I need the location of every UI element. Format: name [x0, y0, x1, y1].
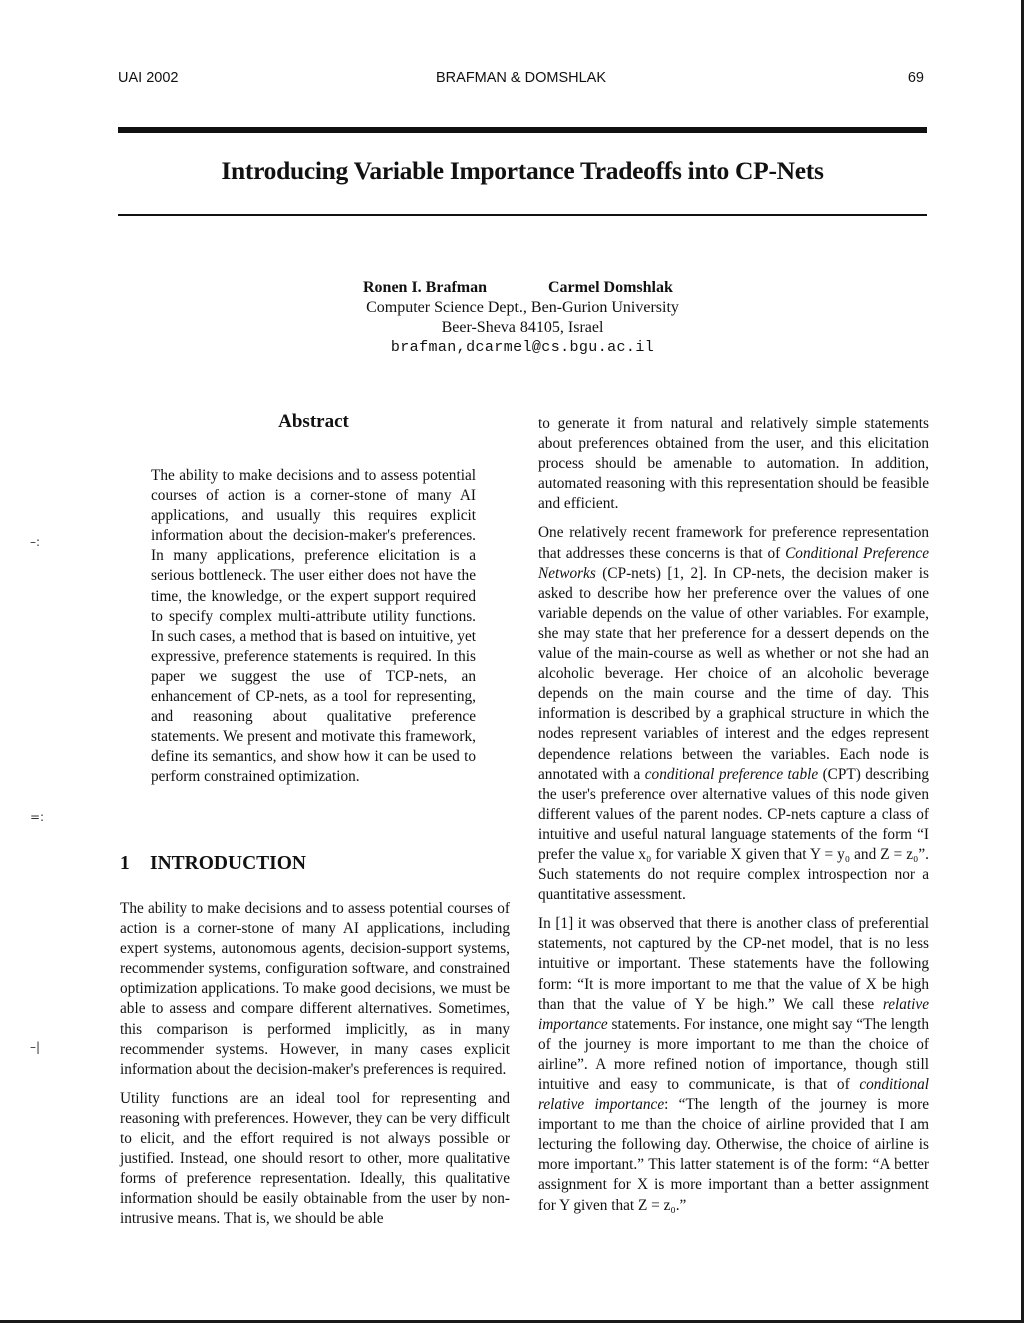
- author-names: [300, 278, 745, 298]
- right-paragraph-1: to generate it from natural and relatively simple statements about preferences obtained from the user, and this elicitation process should be amenable to automation. In addition, automated reasoning with this representation should be feasible and efficient.: [538, 415, 929, 513]
- margin-mark: =:: [30, 810, 45, 824]
- term-relative-importance: relative importance: [538, 995, 929, 1033]
- right-paragraph-2: One relatively recent framework for preference representation that addresses these concerns is that of Conditional Preference Networks (CP-nets) [1, 2]. In CP-nets, the decision maker is asked to describe how her preference over the values of one variable depends on the value of other variables. For example, she may state that her preference for a dessert depends on the value of the main-course as well as whether or not she had an alcoholic beverage. Her choice of an alcoholic beverage depends on the main course and the time of day. This information is described by a graphical structure in which the nodes represent variables of interest and the edges represent dependence relations between the variables. Each node is annotated with a conditional preference table (CPT) describing the user's preference over alternative values of this node given different values of the parent nodes. CP-nets capture a class of intuitive and useful natural language statements of the form “I prefer the value x₀ for variable X given that Y = y₀ and Z = z₀”. Such statements do not require complex introspection nor a quantitative assessment.: [538, 524, 930, 904]
- author-name-1: Ronen I. Brafman: [363, 279, 488, 296]
- page-number: 69: [907, 70, 924, 86]
- section-number: 1: [120, 853, 130, 874]
- paper-title: Introducing Variable Importance Tradeoffs into CP-Nets: [221, 156, 824, 185]
- term-cpt: conditional preference table: [644, 765, 819, 783]
- intro-paragraph-1: The ability to make decisions and to assess potential courses of action is a corner-stone of many AI applications, including expert systems, autonomous agents, decision-support systems, recommender systems, configuration software, and constrained optimization applications. To make good decisions, we must be able to assess and compare different alternatives. Sometimes, this comparison is performed implicitly, as in many recommender systems. However, in many cases explicit information about the decision-maker's preferences is required.: [120, 900, 510, 1078]
- abstract-heading: Abstract: [278, 411, 349, 432]
- section-title: INTRODUCTION: [150, 853, 307, 874]
- margin-mark: –:: [30, 535, 41, 549]
- author-block: [300, 278, 745, 358]
- address: Beer-Sheva 84105, Israel: [441, 319, 604, 336]
- term-conditional-relative-importance: conditional relative importance: [538, 1076, 929, 1114]
- running-header: [118, 70, 924, 90]
- margin-mark: –|: [30, 1040, 41, 1054]
- header-authors: BRAFMAN & DOMSHLAK: [436, 70, 606, 86]
- intro-paragraph-2: Utility functions are an ideal tool for representing and reasoning with preferences. However, they can be very difficult to elicit, and the effort required is not always possible or justified. Instead, one should resort to other, more qualitative forms of preference representation. Ideally, this qualitative information should be easily obtainable from the user by non-intrusive means. That is, we should be able: [120, 1089, 510, 1228]
- abstract-body: [151, 466, 476, 788]
- header-venue: UAI 2002: [118, 70, 179, 86]
- right-paragraph-3: In [1] it was observed that there is another class of preferential statements, not captured by the CP-net model, that is no less intuitive or important. These statements have the following form: “It is more important to me that the value of X be high than that the value of Y be high.” We call these relative importance statements. For instance, one might say “The length of the journey is more important to me than the choice of airline”. A more refined notion of importance, though still intuitive and easy to communicate, is that of conditional relative importance: “The length of the journey is more important to me than the choice of airline provided that I am lecturing the following day. Otherwise, the choice of airline is more important.” This latter statement is of the form: “A better assignment for X is more important than a better assignment for Y given that Z = z₀.”: [538, 915, 929, 1214]
- title-rule-top: [118, 127, 927, 133]
- email-address: brafman,dcarmel@cs.bgu.ac.il: [390, 339, 655, 356]
- affiliation: Computer Science Dept., Ben-Gurion University: [366, 299, 679, 316]
- term-cp-nets: Conditional Preference Networks: [538, 544, 930, 582]
- left-column-text: [120, 899, 510, 1230]
- section-heading: [120, 853, 306, 875]
- abstract-paragraph: The ability to make decisions and to assess potential courses of action is a corner-stone of many AI applications, and usually this requires explicit information about the decision-maker's preferences. In many applications, preference elicitation is a serious bottleneck. The user either does not have the time, the knowledge, or the expert support required to specify complex multi-attribute utility functions. In such cases, a method that is based on intuitive, yet expressive, preference statements is required. In this paper we suggest the use of TCP-nets, an enhancement of CP-nets, as a tool for representing, and reasoning about qualitative preference statements. We present and motivate this framework, define its semantics, and show how it can be used to perform constrained optimization.: [151, 467, 476, 786]
- title-rule-bottom: [118, 214, 927, 216]
- right-column-text: [538, 414, 929, 1216]
- author-name-2: Carmel Domshlak: [548, 279, 673, 296]
